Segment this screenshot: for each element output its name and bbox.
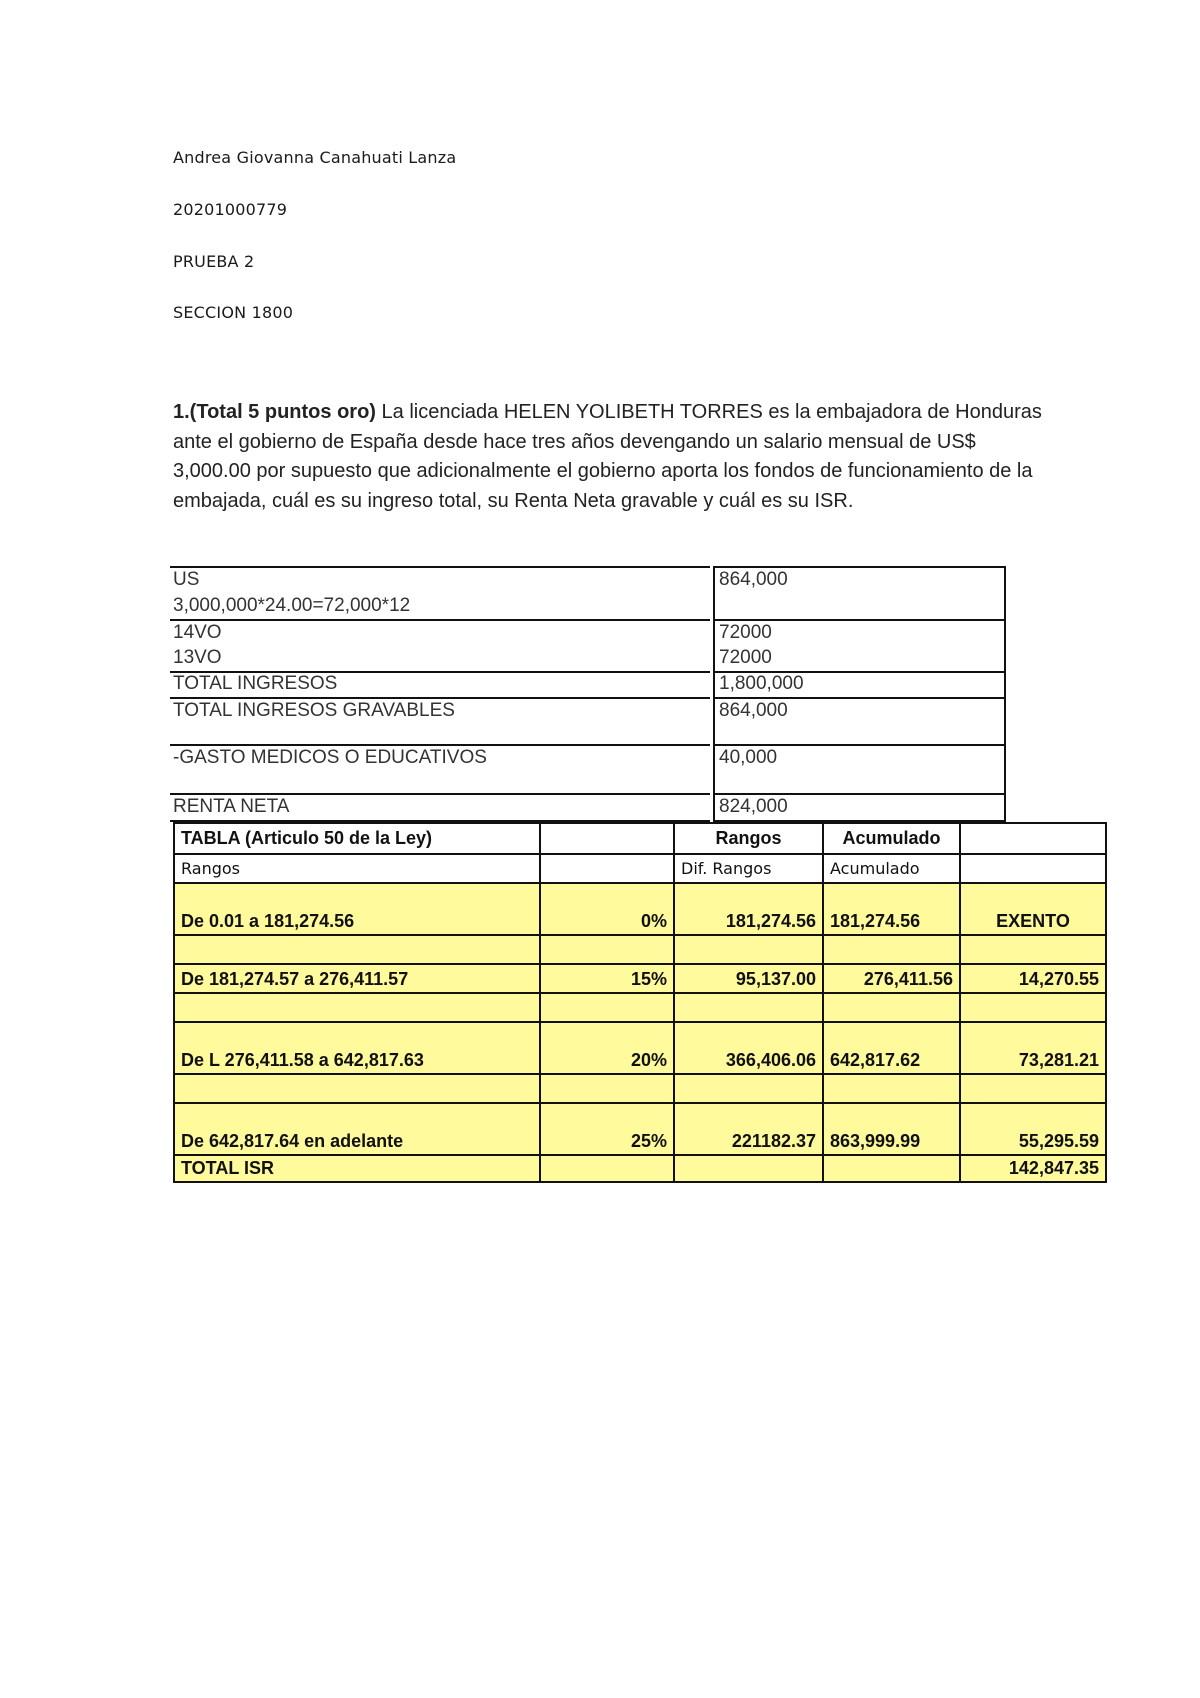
section-label: SECCION 1800 [173,303,294,322]
header-acumulado: Acumulado [823,823,960,854]
income-row-4-value: 1,800,000 [719,673,804,694]
income-row-2-label: 14VO [173,622,222,643]
test-title: PRUEBA 2 [173,252,255,271]
header-rangos: Rangos [674,823,823,854]
bracket-2-acum: 276,411.56 [823,964,960,993]
bracket-1-range: De 0.01 a 181,274.56 [174,883,540,935]
income-row-5-value: 864,000 [719,700,788,721]
header-empty [540,823,674,854]
subheader-rangos: Rangos [174,854,540,883]
bracket-3-range: De L 276,411.58 a 642,817.63 [174,1022,540,1074]
column-divider [713,566,715,822]
income-row-3-value: 72000 [719,647,772,668]
income-table [170,566,1010,822]
table-row [174,883,1106,935]
question-paragraph [173,398,1053,516]
subheader-acumulado: Acumulado [823,854,960,883]
table-row-spacer [174,935,1106,964]
income-row-5-label: TOTAL INGRESOS GRAVABLES [173,700,455,721]
subheader-empty [960,854,1106,883]
table-row [174,1022,1106,1074]
income-row-1-value: 864,000 [719,569,788,590]
bracket-4-acum: 863,999.99 [823,1103,960,1155]
bracket-2-range: De 181,274.57 a 276,411.57 [174,964,540,993]
income-row-3-label: 13VO [173,647,222,668]
table-row [174,1103,1106,1155]
bracket-4-tax: 55,295.59 [960,1103,1106,1155]
column-divider [1004,566,1006,822]
question-text: La licenciada HELEN YOLIBETH TORRES es la embajadora de Honduras ante el gobierno de España desde hace tres años devengando un salario mensual de US$ 3,000.00 por supuesto que adicionalmente el gobierno aporta los fondos de funcionamiento de la embajada, cuál es su ingreso total, su Renta Neta gravable y cuál es su ISR. [173,401,1042,512]
bracket-3-rate: 20% [540,1022,674,1074]
total-isr-value: 142,847.35 [960,1155,1106,1182]
bracket-1-acum: 181,274.56 [823,883,960,935]
isr-tax-table [173,822,1107,1183]
rule-line [170,566,710,568]
total-isr-label: TOTAL ISR [174,1155,540,1182]
income-row-6-value: 40,000 [719,747,778,768]
table-subheader-row [174,854,1106,883]
table-total-row [174,1155,1106,1182]
bracket-1-rate: 0% [540,883,674,935]
student-id: 20201000779 [173,200,288,219]
rule-line [170,619,710,621]
bracket-3-acum: 642,817.62 [823,1022,960,1074]
header-empty [960,823,1106,854]
bracket-4-range: De 642,817.64 en adelante [174,1103,540,1155]
bracket-2-tax: 14,270.55 [960,964,1106,993]
bracket-3-dif: 366,406.06 [674,1022,823,1074]
bracket-2-rate: 15% [540,964,674,993]
income-row-1-label-b: 3,000,000*24.00=72,000*12 [173,595,411,616]
bracket-1-dif: 181,274.56 [674,883,823,935]
bracket-3-tax: 73,281.21 [960,1022,1106,1074]
income-row-7-label: RENTA NETA [173,796,290,817]
income-row-2-value: 72000 [719,622,772,643]
bracket-1-tax: EXENTO [960,883,1106,935]
subheader-dif-rangos: Dif. Rangos [674,854,823,883]
income-row-4-label: TOTAL INGRESOS [173,673,338,694]
question-lead: 1.(Total 5 puntos oro) [173,401,376,423]
header-title: TABLA (Articulo 50 de la Ley) [174,823,540,854]
income-row-1-label-a: US [173,569,200,590]
bracket-4-rate: 25% [540,1103,674,1155]
bracket-2-dif: 95,137.00 [674,964,823,993]
subheader-empty [540,854,674,883]
student-name: Andrea Giovanna Canahuati Lanza [173,148,457,167]
table-row [174,964,1106,993]
income-row-7-value: 824,000 [719,796,788,817]
table-row-spacer [174,1074,1106,1103]
table-header-row [174,823,1106,854]
table-row-spacer [174,993,1106,1022]
income-row-6-label: -GASTO MEDICOS O EDUCATIVOS [173,747,487,768]
bracket-4-dif: 221182.37 [674,1103,823,1155]
